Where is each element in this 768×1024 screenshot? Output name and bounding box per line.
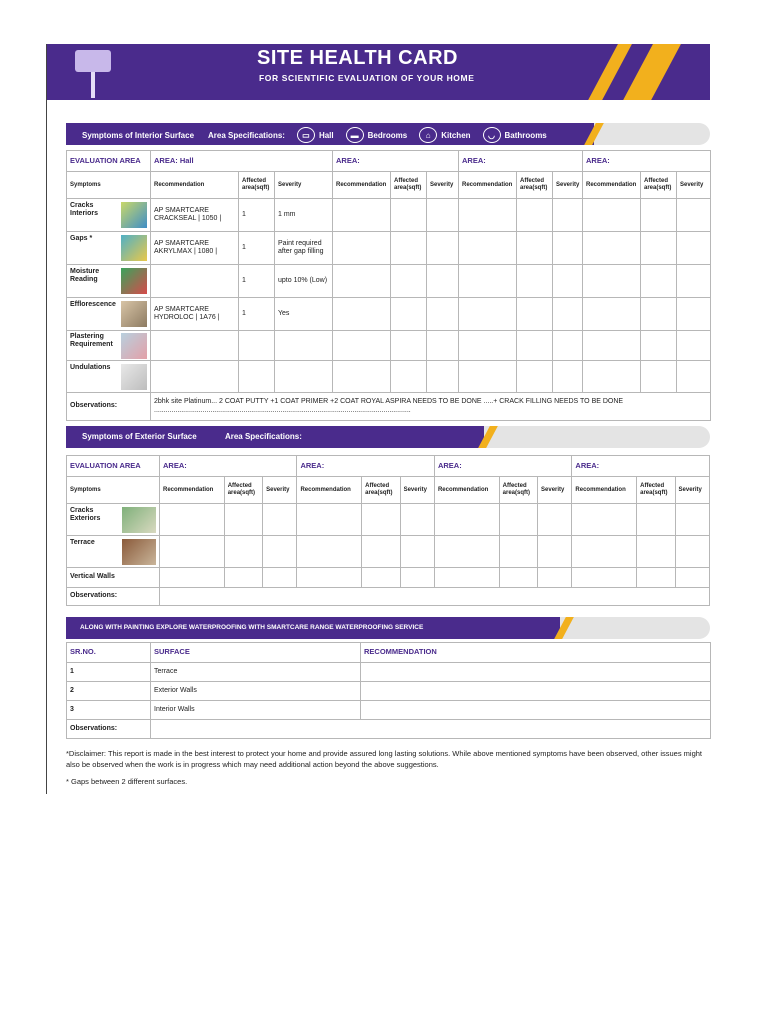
gaps-photo <box>121 235 147 261</box>
exterior-area-spec-label: Area Specifications: <box>224 432 302 441</box>
plastering-photo <box>121 333 147 359</box>
kitchen-icon: ⌂ <box>419 127 437 143</box>
waterproofing-table <box>66 642 711 739</box>
recommendation-header: Recommendation <box>151 172 239 199</box>
area-spec-bedrooms: ▬ Bedrooms <box>346 127 408 143</box>
page-title: SITE HEALTH CARD <box>257 47 458 69</box>
area-header: AREA: <box>333 151 459 172</box>
area-spec-bathrooms: ◡ Bathrooms <box>483 127 547 143</box>
observations-row <box>67 720 711 739</box>
affected-header: Affected area(sqft) <box>637 477 675 504</box>
disclaimer-text: *Disclaimer: This report is made in the best interest to protect your home and provide assured long lasting solutions. While above mentioned symptoms have been observed, other issues might also be observed when the work is in progress which may need additional action beyond the above suggestions. <box>66 749 703 769</box>
area-header: AREA: <box>459 151 583 172</box>
surface-header: SURFACE <box>151 643 361 663</box>
affected-header: Affected area(sqft) <box>391 172 427 199</box>
table-row: Vertical Walls <box>67 568 710 588</box>
table-row: 3 Interior Walls <box>67 701 711 720</box>
area-header: AREA: Hall <box>151 151 333 172</box>
recommendation-header: Recommendation <box>434 477 499 504</box>
area-header: AREA: <box>160 456 297 477</box>
area-spec-hall: ▭ Hall <box>297 127 334 143</box>
severity-header: Severity <box>553 172 583 199</box>
table-row: Terrace <box>67 536 710 568</box>
table-row: Moisture Reading 1 upto 10% (Low) <box>67 265 711 298</box>
recommendation-header: Recommendation <box>583 172 641 199</box>
table-row: Efflorescence AP SMARTCARE HYDROLOC | 1A76 | 1 Yes <box>67 298 711 331</box>
recommendation-header: Recommendation <box>333 172 391 199</box>
header-banner <box>47 44 710 100</box>
interior-section-title: Symptoms of Interior Surface <box>82 130 195 140</box>
affected-header: Affected area(sqft) <box>239 172 275 199</box>
efflorescence-photo <box>121 301 147 327</box>
table-row: 1 Terrace <box>67 663 711 682</box>
severity-header: Severity <box>675 477 709 504</box>
paint-roller-handle <box>91 72 95 98</box>
severity-header: Severity <box>677 172 711 199</box>
table-row: Gaps * AP SMARTCARE AKRYLMAX | 1080 | 1 Paint required after gap filling <box>67 232 711 265</box>
terrace-photo <box>122 539 156 565</box>
table-row: Undulations <box>67 361 711 393</box>
affected-header: Affected area(sqft) <box>362 477 400 504</box>
symptoms-header: Symptoms <box>67 172 151 199</box>
exterior-section-bar <box>66 426 710 448</box>
observations-text: 2bhk site Platinum... 2 COAT PUTTY +1 COAT PRIMER +2 COAT ROYAL ASPIRA NEEDS TO BE DONE .....+ CRACK FILLING NEEDS TO BE DONE .................................................................................................................................... <box>151 393 711 421</box>
area-header: AREA: <box>583 151 711 172</box>
area-spec-kitchen: ⌂ Kitchen <box>419 127 470 143</box>
area-header: AREA: <box>434 456 571 477</box>
interior-section-bar <box>66 123 710 145</box>
severity-header: Severity <box>538 477 572 504</box>
paint-roller-icon <box>75 50 111 72</box>
symptoms-header: Symptoms <box>67 477 160 504</box>
undulations-photo <box>121 364 147 390</box>
observations-label: Observations: <box>67 720 151 739</box>
interior-area-spec-label: Area Specifications: <box>208 130 285 140</box>
affected-header: Affected area(sqft) <box>517 172 553 199</box>
area-header: AREA: <box>572 456 710 477</box>
recommendation-header: Recommendation <box>572 477 637 504</box>
interior-table <box>66 150 711 421</box>
severity-header: Severity <box>275 172 333 199</box>
eval-area-label: EVALUATION AREA <box>67 456 160 477</box>
recommendation-header: Recommendation <box>160 477 225 504</box>
recommendation-header: RECOMMENDATION <box>361 643 711 663</box>
exterior-section-title: Symptoms of Exterior Surface <box>82 432 197 441</box>
waterproofing-section-title: ALONG WITH PAINTING EXPLORE WATERPROOFING WITH SMARTCARE RANGE WATERPROOFING SERVICE <box>80 624 424 631</box>
sofa-icon: ▭ <box>297 127 315 143</box>
observations-row <box>67 588 710 606</box>
affected-header: Affected area(sqft) <box>499 477 537 504</box>
bathtub-icon: ◡ <box>483 127 501 143</box>
observations-label: Observations: <box>67 393 151 421</box>
srno-header: SR.NO. <box>67 643 151 663</box>
observations-row <box>67 393 711 421</box>
severity-header: Severity <box>400 477 434 504</box>
eval-area-label: EVALUATION AREA <box>67 151 151 172</box>
cracks-photo <box>121 202 147 228</box>
page-subtitle: FOR SCIENTIFIC EVALUATION OF YOUR HOME <box>259 73 475 83</box>
recommendation-header: Recommendation <box>459 172 517 199</box>
table-row: 2 Exterior Walls <box>67 682 711 701</box>
page-left-rule <box>46 44 47 794</box>
severity-header: Severity <box>427 172 459 199</box>
waterproofing-section-bar <box>66 617 710 639</box>
moisture-photo <box>121 268 147 294</box>
cracks-exterior-photo <box>122 507 156 533</box>
table-row: Plastering Requirement <box>67 331 711 361</box>
area-header: AREA: <box>297 456 434 477</box>
recommendation-header: Recommendation <box>297 477 362 504</box>
bed-icon: ▬ <box>346 127 364 143</box>
exterior-table <box>66 455 710 606</box>
table-row: Cracks Exteriors <box>67 504 710 536</box>
affected-header: Affected area(sqft) <box>224 477 262 504</box>
severity-header: Severity <box>263 477 297 504</box>
affected-header: Affected area(sqft) <box>641 172 677 199</box>
observations-label: Observations: <box>67 588 160 606</box>
table-row: Cracks Interiors AP SMARTCARE CRACKSEAL | 1050 | 1 1 mm <box>67 199 711 232</box>
footnote-text: * Gaps between 2 different surfaces. <box>66 777 188 786</box>
